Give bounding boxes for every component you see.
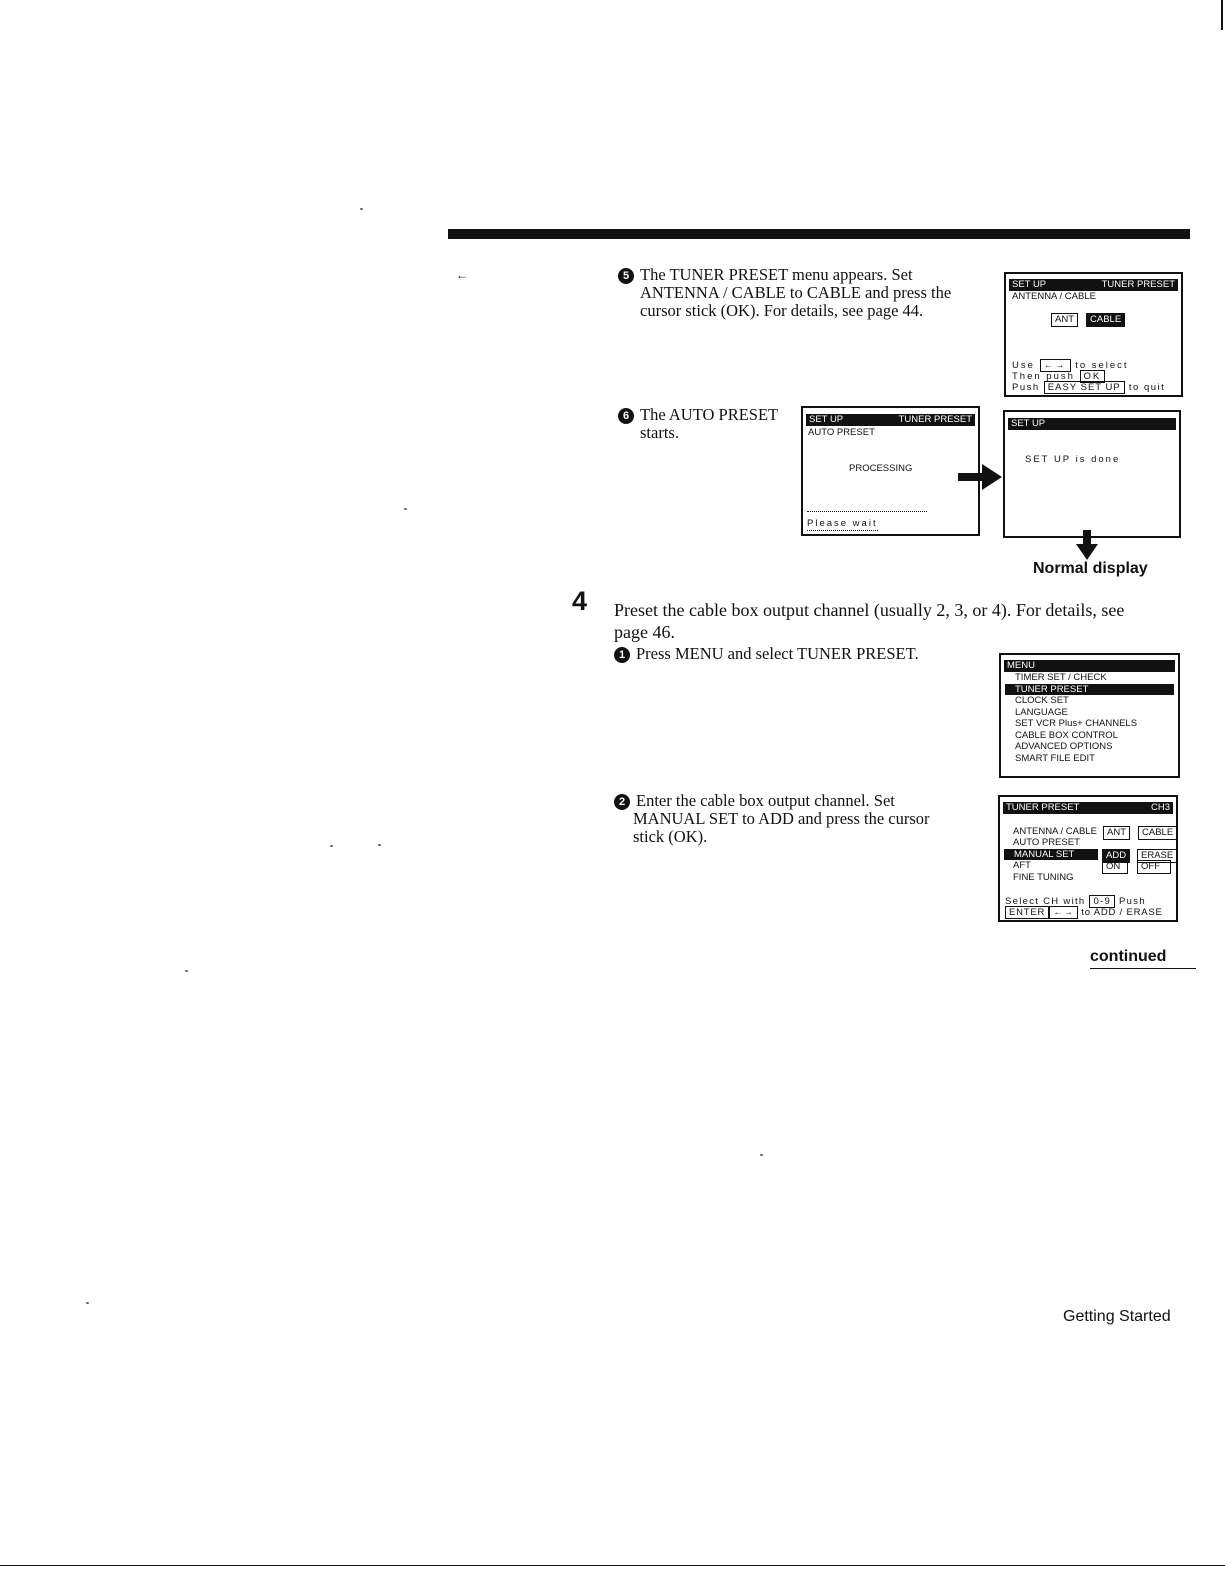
progress-dots bbox=[807, 511, 927, 516]
help-text: Push bbox=[1012, 382, 1040, 393]
margin-arrow-icon: ← bbox=[456, 268, 468, 282]
screen-title-bar bbox=[1003, 802, 1173, 814]
option-cable: CABLE bbox=[1086, 313, 1125, 327]
help-text: Then push bbox=[1012, 371, 1075, 382]
step6-line2: starts. bbox=[640, 423, 679, 442]
menu-item-selected: TUNER PRESET bbox=[1005, 684, 1174, 696]
help-text: Use bbox=[1012, 360, 1035, 371]
sub2-badge: 2 bbox=[614, 794, 630, 810]
menu-item: ADVANCED OPTIONS bbox=[1015, 741, 1113, 752]
please-wait-text: Please wait bbox=[807, 518, 878, 529]
easy-setup-key: EASY SET UP bbox=[1044, 381, 1125, 394]
screen-heading: AUTO PRESET bbox=[808, 427, 875, 438]
sub1-badge: 1 bbox=[614, 647, 630, 663]
bar-right-label: TUNER PRESET bbox=[898, 414, 972, 425]
bar-left-label: SET UP bbox=[809, 414, 844, 425]
step6-badge: 6 bbox=[618, 408, 634, 424]
sub2-line2: MANUAL SET to ADD and press the cursor bbox=[633, 809, 930, 828]
option-ant: ANT bbox=[1051, 313, 1078, 327]
setup-done-screen bbox=[1003, 410, 1181, 538]
step5-line2: ANTENNA / CABLE to CABLE and press the bbox=[640, 283, 952, 302]
step4-line1: Preset the cable box output channel (usually 2, 3, or 4). For details, see bbox=[614, 600, 1125, 620]
help-text: to select bbox=[1075, 360, 1129, 371]
sub2-line1: Enter the cable box output channel. Set bbox=[636, 791, 895, 810]
step6-line1: The AUTO PRESET bbox=[640, 405, 779, 424]
step4-number: 4 bbox=[572, 586, 588, 616]
menu-item: CLOCK SET bbox=[1015, 695, 1069, 706]
step5-text bbox=[618, 266, 978, 320]
page-edge-right bbox=[1221, 0, 1223, 30]
option-erase: ERASE bbox=[1137, 849, 1177, 863]
step4-text bbox=[614, 599, 1184, 643]
arrow-down-icon bbox=[1076, 530, 1098, 562]
menu-item: SMART FILE EDIT bbox=[1015, 752, 1095, 764]
menu-screen bbox=[999, 653, 1180, 778]
scan-speck bbox=[404, 508, 407, 510]
menu-item: LANGUAGE bbox=[1015, 706, 1068, 718]
option-row bbox=[1051, 313, 1125, 327]
row-label: FINE TUNING bbox=[1013, 872, 1074, 883]
continued-label: continued bbox=[1090, 948, 1167, 965]
help-text: Push bbox=[1119, 896, 1146, 907]
screen-heading: ANTENNA / CABLE bbox=[1012, 291, 1096, 302]
sub2-line3: stick (OK). bbox=[633, 827, 708, 846]
bar-left-label: SET UP bbox=[1011, 418, 1046, 429]
arrow-right-icon bbox=[958, 464, 1004, 490]
bar-left-label: TUNER PRESET bbox=[1006, 802, 1080, 813]
option-add: ADD bbox=[1102, 849, 1130, 863]
option-cable: CABLE bbox=[1138, 826, 1177, 840]
scan-speck bbox=[378, 844, 381, 846]
sub2-text bbox=[614, 792, 964, 846]
step5-line3: cursor stick (OK). For details, see page 44. bbox=[640, 301, 924, 320]
scan-speck bbox=[86, 1302, 89, 1304]
setup-done-message: SET UP is done bbox=[1025, 454, 1121, 465]
page-edge-line bbox=[0, 1565, 1225, 1566]
menu-item: CABLE BOX CONTROL bbox=[1015, 729, 1118, 741]
scan-speck bbox=[330, 845, 333, 847]
row-label: AFT bbox=[1013, 860, 1031, 871]
processing-status: PROCESSING bbox=[849, 463, 913, 474]
help-text: Select CH with bbox=[1005, 896, 1086, 907]
sub1-text bbox=[614, 645, 919, 663]
option-on: ON bbox=[1102, 860, 1128, 874]
bar-right-label: CH3 bbox=[1150, 802, 1170, 813]
auto-preset-screen bbox=[801, 406, 980, 536]
help-line3 bbox=[1012, 382, 1165, 394]
option-off: OFF bbox=[1137, 860, 1171, 874]
section-rule bbox=[448, 229, 1190, 239]
bar-left-label: MENU bbox=[1007, 660, 1035, 671]
bar-right-label: TUNER PRESET bbox=[1101, 279, 1175, 290]
scan-speck bbox=[185, 970, 188, 972]
help-text: to quit bbox=[1128, 382, 1166, 393]
step6-text bbox=[618, 406, 798, 442]
help-text: to ADD / ERASE bbox=[1081, 907, 1163, 918]
step5-badge: 5 bbox=[618, 268, 634, 284]
menu-item: TIMER SET / CHECK bbox=[1015, 672, 1107, 683]
step4-line2: page 46. bbox=[614, 622, 675, 642]
step5-line1: The TUNER PRESET menu appears. Set bbox=[640, 265, 913, 284]
option-ant: ANT bbox=[1103, 826, 1130, 840]
row-label-selected: MANUAL SET bbox=[1004, 849, 1098, 860]
bar-left-label: SET UP bbox=[1012, 279, 1047, 290]
screen-title-bar bbox=[1008, 418, 1176, 430]
arrows-key-icon: ←→ bbox=[1049, 906, 1078, 919]
tuner-help-line2 bbox=[1005, 907, 1163, 919]
screen-title-bar bbox=[1004, 660, 1175, 672]
digit-keys: 0-9 bbox=[1089, 895, 1115, 908]
menu-list bbox=[1005, 672, 1174, 764]
row-label: ANTENNA / CABLE bbox=[1013, 826, 1097, 837]
help-line1 bbox=[1012, 360, 1129, 372]
enter-key: ENTER bbox=[1005, 906, 1049, 919]
scan-speck bbox=[360, 208, 363, 210]
normal-display-caption: Normal display bbox=[1033, 560, 1148, 577]
ok-key: OK bbox=[1080, 370, 1106, 383]
sub1-line: Press MENU and select TUNER PRESET. bbox=[636, 644, 919, 663]
scan-speck bbox=[760, 1154, 763, 1156]
tuner-preset-screen bbox=[998, 795, 1178, 922]
menu-item: SET VCR Plus+ CHANNELS bbox=[1015, 718, 1138, 729]
row-label: AUTO PRESET bbox=[1013, 837, 1080, 848]
antenna-cable-screen bbox=[1004, 272, 1183, 397]
screen-title-bar bbox=[1009, 279, 1178, 291]
arrows-key-icon: ←→ bbox=[1040, 359, 1071, 372]
continued-underline bbox=[1090, 968, 1196, 969]
section-footer: Getting Started bbox=[1063, 1308, 1171, 1325]
screen-title-bar bbox=[806, 414, 975, 426]
